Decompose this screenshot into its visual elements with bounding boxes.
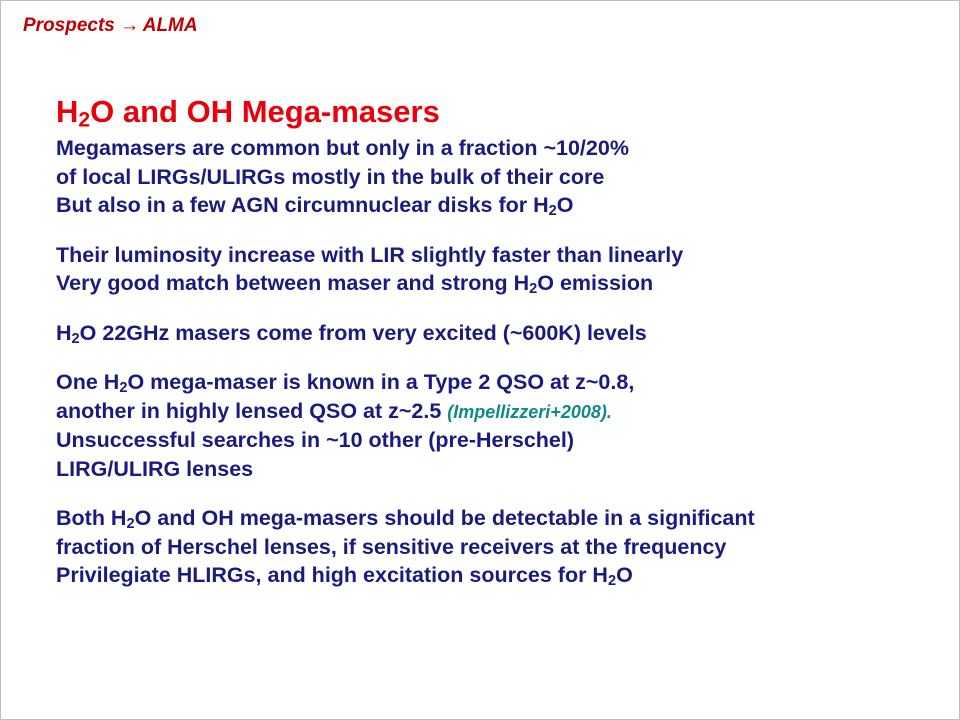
text-run: O emission bbox=[537, 271, 654, 295]
text-line bbox=[56, 397, 936, 427]
text-run: Unsuccessful searches in ~10 other (pre-Herschel) bbox=[56, 428, 575, 452]
title-subscript: 2 bbox=[78, 108, 91, 132]
text-line bbox=[56, 561, 936, 590]
paragraph bbox=[56, 134, 936, 220]
text-run: O 22GHz masers come from very excited (~600K) levels bbox=[79, 320, 647, 345]
title-part-2: O and OH Mega-masers bbox=[90, 93, 440, 129]
text-run: Their luminosity increase with LIR slightly faster than linearly bbox=[56, 242, 684, 267]
subscript: 2 bbox=[71, 330, 80, 347]
text-line bbox=[56, 533, 936, 562]
text-run: Both H bbox=[56, 506, 127, 530]
text-line bbox=[56, 134, 936, 163]
citation: (Impellizzeri+2008). bbox=[447, 401, 612, 422]
text-run: another in highly lensed QSO at z~2.5 bbox=[56, 398, 448, 423]
text-line bbox=[56, 426, 936, 455]
text-line bbox=[56, 368, 936, 397]
subscript: 2 bbox=[529, 281, 538, 298]
text-line bbox=[56, 504, 936, 533]
text-run: LIRG/ULIRG lenses bbox=[56, 456, 254, 481]
paragraph bbox=[56, 241, 936, 298]
subscript: 2 bbox=[607, 573, 617, 590]
arrow-icon: → bbox=[120, 15, 139, 36]
page-title bbox=[56, 94, 440, 130]
text-line bbox=[56, 163, 936, 192]
text-run: Megamasers are common but only in a fraction ~10/20% bbox=[56, 136, 629, 160]
paragraph bbox=[56, 368, 936, 483]
text-run: But also in a few AGN circumnuclear disks for H bbox=[56, 193, 549, 217]
slide-body bbox=[56, 134, 936, 590]
text-line bbox=[56, 269, 936, 298]
text-run: Very good match between maser and strong H bbox=[56, 271, 530, 295]
text-run: O bbox=[616, 563, 633, 587]
subscript: 2 bbox=[548, 203, 557, 220]
paragraph bbox=[56, 319, 936, 348]
text-line bbox=[56, 455, 936, 484]
text-run: H bbox=[56, 320, 72, 345]
text-run: fraction of Herschel lenses, if sensitive receivers at the frequency bbox=[56, 534, 727, 559]
text-run: of local LIRGs/ULIRGs mostly in the bulk of their core bbox=[56, 164, 605, 189]
text-line bbox=[56, 191, 936, 220]
header-prefix: Prospects bbox=[23, 15, 115, 36]
text-run: O and OH mega-masers should be detectable in a significant bbox=[134, 506, 755, 530]
title-part-1: H bbox=[56, 93, 79, 129]
text-run: O bbox=[556, 193, 574, 217]
subscript: 2 bbox=[126, 516, 135, 533]
subscript: 2 bbox=[119, 380, 128, 397]
paragraph bbox=[56, 504, 936, 590]
text-run: O mega-maser is known in a Type 2 QSO at z~0.8, bbox=[127, 370, 635, 394]
text-line bbox=[56, 241, 936, 270]
text-run: One H bbox=[56, 370, 120, 394]
text-line bbox=[56, 319, 936, 348]
slide-header bbox=[23, 15, 198, 37]
text-run: Privilegiate HLIRGs, and high excitation sources for H bbox=[56, 563, 608, 587]
header-target: ALMA bbox=[142, 15, 198, 36]
